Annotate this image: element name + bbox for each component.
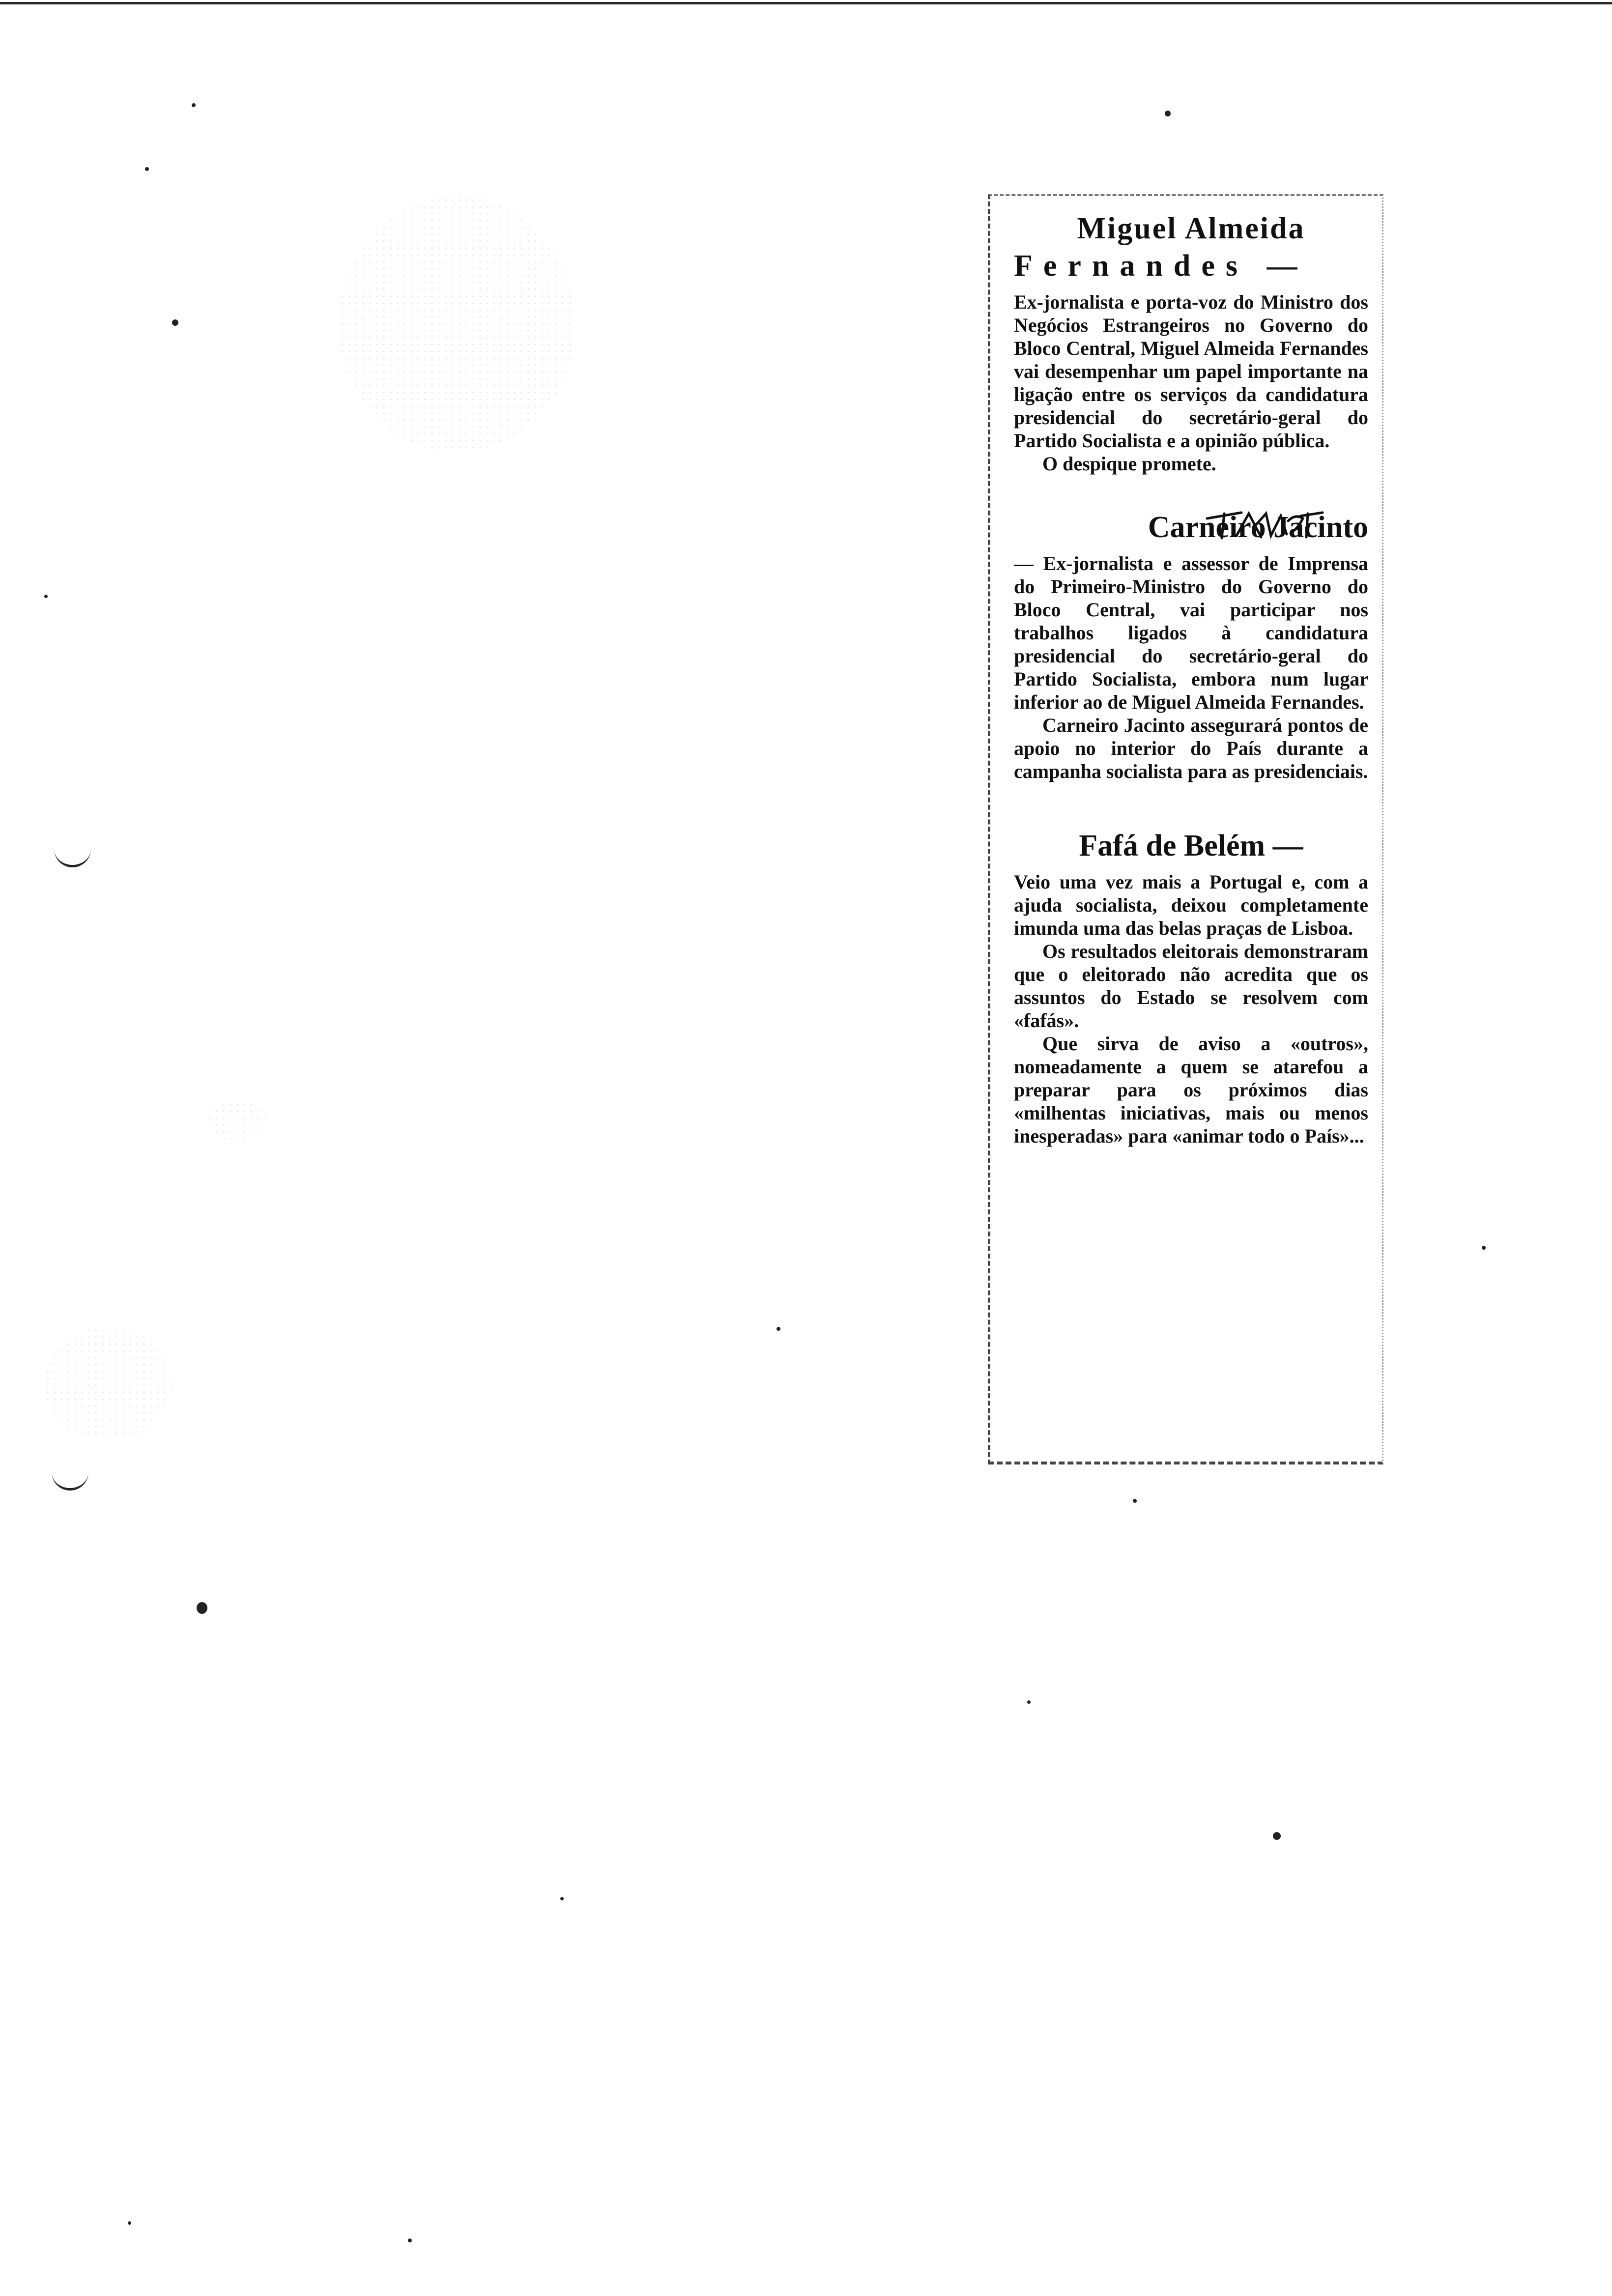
article-paragraph: Que sirva de aviso a «outros», nomeadamente a quem se atarefou a preparar para os próximos dias «milhentas iniciativas, mais ou menos inesperadas» para «animar todo o País»... xyxy=(1014,1033,1368,1147)
section-fafa-de-belem xyxy=(1014,828,1368,1148)
article-paragraph: Os resultados eleitorais demonstraram que o eleitorado não acredita que os assuntos do Estado se resolvem com «fafás». xyxy=(1014,940,1368,1032)
section-heading: Miguel Almeida xyxy=(1077,212,1305,245)
scan-noise xyxy=(339,197,575,452)
article-paragraph: O despique promete. xyxy=(1042,453,1216,475)
scan-speck xyxy=(1027,1700,1031,1704)
scan-speck xyxy=(128,2221,131,2225)
top-border-line xyxy=(0,2,1612,4)
section-carneiro-jacinto xyxy=(1014,510,1368,783)
article-paragraph: — Ex-jornalista e assessor de Imprensa do Primeiro-Ministro do Governo do Bloco Central, vai participar nos trabalhos ligados à candidatura presidencial do secretário-geral do Partido Socialista, embora num lugar inferior ao de Miguel Almeida Fernandes. xyxy=(1014,552,1368,713)
scan-speck xyxy=(192,103,196,107)
scan-speck xyxy=(1165,111,1171,116)
scan-speck xyxy=(44,595,48,598)
scan-speck xyxy=(1133,1499,1137,1503)
scan-arc-mark xyxy=(52,1469,88,1491)
article-paragraph: Carneiro Jacinto assegurará pontos de apoio no interior do País durante a campanha socialista para as presidenciais. xyxy=(1014,714,1368,782)
section-heading-continued: Fernandes — xyxy=(1014,249,1308,283)
scan-noise xyxy=(44,1327,172,1440)
section-heading xyxy=(1014,510,1368,545)
article-paragraph: Veio uma vez mais a Portugal e, com a ajuda socialista, deixou completamente imunda uma das belas praças de Lisboa. xyxy=(1014,871,1368,939)
scan-speck xyxy=(197,1602,207,1614)
scan-noise xyxy=(206,1101,265,1140)
section-miguel-almeida-fernandes xyxy=(1014,211,1368,475)
scan-speck xyxy=(408,2239,412,2242)
scan-arc-mark xyxy=(54,845,91,867)
newspaper-clipping xyxy=(988,194,1383,1464)
scan-speck xyxy=(145,167,149,171)
section-heading-text: Carneiro Jacinto xyxy=(1148,511,1368,544)
scan-speck xyxy=(777,1327,780,1331)
section-heading: Fafá de Belém — xyxy=(1079,829,1303,862)
scan-speck xyxy=(560,1897,564,1900)
article-paragraph: Ex-jornalista e porta-voz do Ministro dos Negócios Estrangeiros no Governo do Bloco Central, Miguel Almeida Fernandes vai desempenhar um papel importante na ligação entre os serviços da candidatura presidencial do secretário-geral do Partido Socialista e a opinião pública. xyxy=(1014,291,1368,452)
handwritten-signature xyxy=(1202,499,1325,543)
scan-speck xyxy=(1273,1832,1281,1840)
scan-speck xyxy=(1482,1246,1486,1250)
scan-speck xyxy=(172,319,178,326)
